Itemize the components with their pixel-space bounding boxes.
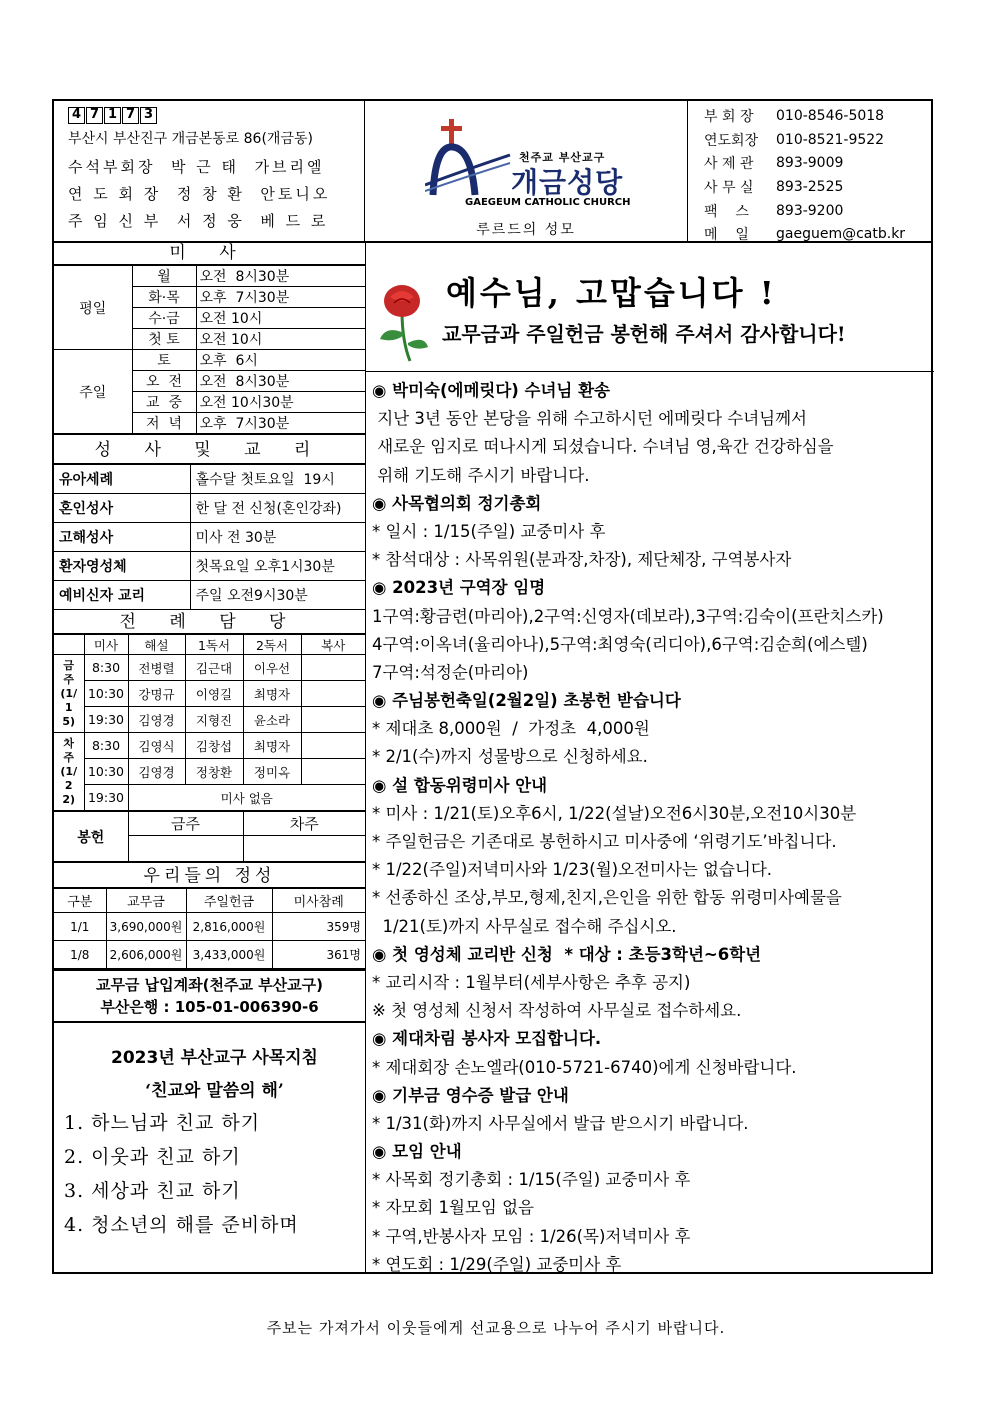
attendance-cell: 359명 — [272, 913, 365, 941]
contact-key: 연도회장 — [704, 132, 759, 149]
account-line: 부산은행 : 105-01-006390-6 — [100, 998, 319, 1016]
news-line: * 미사 : 1/21(토)오후6시, 1/22(설날)오전6시30분,오전10시30분 — [372, 803, 857, 823]
logo-name: 개금성당 — [511, 166, 624, 199]
mass-time: 오전 8시30분 — [196, 266, 365, 287]
address: 부산시 부산진구 개금본동로 86(개금동) — [68, 131, 313, 147]
offering-next-week: 차주 — [243, 812, 365, 836]
staff-role: 수석부회장 — [68, 158, 156, 176]
reader-1: 지형진 — [185, 707, 243, 733]
policy-item: 4. 청소년의 해를 준비하며 — [64, 1214, 299, 1236]
account-info — [54, 969, 365, 1023]
policy-item: 2. 이웃과 친교 하기 — [64, 1146, 241, 1168]
news-line: * 주일헌금은 기존대로 봉헌하시고 미사중에 ‘위령기도’바칩니다. — [372, 832, 837, 851]
header-info — [54, 101, 365, 243]
mass-time: 8:30 — [84, 655, 128, 681]
account-line: 교무금 납입계좌(천주교 부산교구) — [95, 976, 324, 994]
table-row — [54, 655, 365, 681]
table-row — [54, 552, 365, 581]
bulletin-frame — [52, 99, 933, 1274]
news-line: * 제대초 8,000원 / 가정초 4,000원 — [372, 719, 650, 739]
news-line: * 1/31(화)까지 사무실에서 발급 받으시기 바랍니다. — [372, 1113, 749, 1133]
contact-value: 893-9009 — [776, 155, 844, 172]
amount-cell: 3,433,000원 — [186, 941, 272, 969]
policy-item: 3. 세상과 친교 하기 — [64, 1180, 241, 1202]
sacrament-name: 유아세례 — [54, 465, 190, 494]
mass-time: 오전 8시30분 — [196, 371, 365, 392]
staff-baptism: 가브리엘 — [254, 158, 325, 176]
contact-key: 메 일 — [704, 227, 749, 244]
rose-icon — [372, 281, 432, 363]
column-header: 교무금 — [106, 889, 186, 913]
column-header: 복사 — [301, 635, 365, 655]
news-line: * 사목회 정기총회 : 1/15(주일) 교중미사 후 — [372, 1170, 691, 1190]
commentator: 김영식 — [128, 733, 185, 759]
server — [301, 707, 365, 733]
amount-cell: 2,816,000원 — [186, 913, 272, 941]
table-row — [54, 812, 365, 836]
news-line: * 구역,반봉사자 모임 : 1/26(목)저녁미사 후 — [372, 1226, 691, 1246]
news-line: 4구역:이옥녀(율리아나),5구역:최영숙(리디아),6구역:김순희(에스텔) — [372, 634, 868, 654]
contact-key: 부 회 장 — [704, 108, 754, 125]
pastoral-policy — [54, 1023, 365, 1237]
sacraments-title: 성 사 및 교 리 — [54, 434, 365, 464]
this-week-label: 금주(1/15) — [54, 655, 84, 733]
zip-digit: 1 — [104, 107, 121, 124]
weekday-label: 평일 — [54, 266, 132, 350]
contact-row — [704, 104, 933, 128]
news-heading: ◉ 기부금 영수증 발급 안내 — [372, 1085, 569, 1105]
contact-key: 사 제 관 — [704, 156, 754, 173]
reader-2: 최명자 — [243, 733, 301, 759]
mass-day: 저 녁 — [132, 413, 196, 434]
commentator: 김영경 — [128, 759, 185, 785]
table-row — [54, 889, 365, 913]
date-cell: 1/8 — [54, 941, 106, 969]
mass-day: 첫 토 — [132, 329, 196, 350]
reader-1: 김근대 — [185, 655, 243, 681]
table-row — [54, 581, 365, 610]
reader-1: 이영길 — [185, 681, 243, 707]
news-line: * 2/1(수)까지 성물방으로 신청하세요. — [372, 747, 648, 767]
news-line: 1/21(토)까지 사무실로 접수해 주십시오. — [372, 916, 677, 936]
table-row — [54, 681, 365, 707]
offering-label: 봉헌 — [54, 812, 128, 862]
mass-time: 10:30 — [84, 681, 128, 707]
commentator: 전병렬 — [128, 655, 185, 681]
contact-value: 893-2525 — [776, 178, 844, 195]
news-line: 새로운 임지로 떠나시게 되셨습니다. 수녀님 영,육간 건강하심을 — [372, 437, 834, 457]
news-line: * 1/22(주일)저녁미사와 1/23(월)오전미사는 없습니다. — [372, 860, 773, 880]
news-line: * 연도회 : 1/29(주일) 교중미사 후 — [372, 1254, 622, 1274]
news-heading: ◉ 2023년 구역장 임명 — [372, 578, 546, 598]
news-column — [365, 243, 933, 1274]
liturgy-title: 전 례 담 당 — [54, 610, 365, 634]
reader-2: 최명자 — [243, 681, 301, 707]
zip-digit: 7 — [122, 107, 139, 124]
mass-time: 오후 6시 — [196, 350, 365, 371]
zip-digit: 7 — [86, 107, 103, 124]
mass-time: 오전 10시30분 — [196, 392, 365, 413]
commentator: 김영경 — [128, 707, 185, 733]
news-heading: ◉ 사목협의회 정기총회 — [372, 493, 542, 513]
mass-time: 19:30 — [84, 707, 128, 733]
column-header: 주일헌금 — [186, 889, 272, 913]
column-header: 2독서 — [243, 635, 301, 655]
sacrament-info: 주일 오전9시30분 — [190, 581, 365, 610]
table-row — [54, 785, 365, 811]
reader-2: 이우선 — [243, 655, 301, 681]
mass-time: 10:30 — [84, 759, 128, 785]
news-line: 7구역:석정순(마리아) — [372, 662, 529, 682]
mass-table — [54, 265, 365, 434]
server — [301, 733, 365, 759]
no-mass-note: 미사 없음 — [128, 785, 365, 811]
table-row — [54, 635, 365, 655]
offering-table — [54, 811, 365, 862]
news-heading: ◉ 박미숙(에메릿다) 수녀님 환송 — [372, 381, 610, 400]
commentator: 강명규 — [128, 681, 185, 707]
reader-1: 정창환 — [185, 759, 243, 785]
staff-row — [68, 210, 364, 231]
main-subtitle: 교무금과 주일헌금 봉헌해 주셔서 감사합니다! — [442, 322, 846, 346]
contact-row — [704, 175, 933, 199]
table-row — [54, 350, 365, 371]
cross-logo-icon — [425, 115, 515, 205]
news-heading: ◉ 설 합동위령미사 안내 — [372, 775, 548, 795]
mass-day: 월 — [132, 266, 196, 287]
date-cell: 1/1 — [54, 913, 106, 941]
amount-cell: 2,606,000원 — [106, 941, 186, 969]
liturgy-table — [54, 634, 365, 811]
offering-cell — [243, 836, 365, 862]
contact-row — [704, 199, 933, 223]
server — [301, 655, 365, 681]
contact-value: 010-8521-9522 — [776, 131, 885, 148]
table-row — [54, 941, 365, 969]
contact-row — [704, 128, 933, 152]
table-row — [54, 913, 365, 941]
main-title: 예수님, 고맙습니다 ! — [446, 274, 777, 312]
staff-row — [68, 183, 364, 204]
news-line: * 제대회장 손노엘라(010-5721-6740)에게 신청바랍니다. — [372, 1057, 797, 1077]
policy-item: 1. 하느님과 친교 하기 — [64, 1112, 261, 1134]
corner-cell — [54, 635, 84, 655]
staff-list — [68, 156, 364, 231]
mass-time: 오후 7시30분 — [196, 413, 365, 434]
mass-time: 오전 10시 — [196, 329, 365, 350]
logo-english: GAEGEUM CATHOLIC CHURCH — [465, 197, 631, 208]
sacrament-name: 환자영성체 — [54, 552, 190, 581]
next-week-label: 차주(1/22) — [54, 733, 84, 811]
left-column — [54, 243, 365, 1237]
donations-title: 우리들의 정성 — [54, 862, 365, 888]
news-lines — [372, 377, 932, 1279]
column-header: 구분 — [54, 889, 106, 913]
sacrament-info: 한 달 전 신청(혼인강좌) — [190, 494, 365, 523]
mass-time: 19:30 — [84, 785, 128, 811]
church-logo — [365, 101, 688, 243]
news-line: 위해 기도해 주시기 바랍니다. — [372, 465, 590, 485]
contact-key: 사 무 실 — [704, 179, 754, 196]
footer-note: 주보는 가져가서 이웃들에게 선교용으로 나누어 주시기 바랍니다. — [266, 1319, 726, 1337]
news-line: 지난 3년 동안 본당을 위해 수고하시던 에메릿다 수녀님께서 — [372, 409, 807, 429]
server — [301, 681, 365, 707]
sunday-label: 주일 — [54, 350, 132, 434]
news-line: * 자모회 1월모임 없음 — [372, 1198, 534, 1218]
reader-2: 윤소라 — [243, 707, 301, 733]
staff-role: 주 임 신 부 — [68, 212, 162, 230]
contact-key: 팩 스 — [704, 203, 749, 220]
staff-role: 연 도 회 장 — [68, 185, 162, 203]
news-heading: ◉ 주님봉헌축일(2월2일) 초봉헌 받습니다 — [372, 691, 681, 711]
column-header: 미사참례 — [272, 889, 365, 913]
sacrament-info: 홀수달 첫토요일 19시 — [190, 465, 365, 494]
news-line: ※ 첫 영성체 신청서 작성하여 사무실로 접수하세요. — [372, 1001, 742, 1021]
staff-name: 박 근 태 — [171, 158, 240, 176]
staff-name: 서 정 웅 — [176, 212, 245, 230]
news-line: * 교리시작 : 1월부터(세부사항은 추후 공지) — [372, 972, 691, 992]
contact-row — [704, 151, 933, 175]
policy-subtitle: ‘친교와 말씀의 해’ — [145, 1081, 284, 1101]
table-row — [54, 707, 365, 733]
zip-digit: 4 — [68, 107, 85, 124]
reader-2: 정미옥 — [243, 759, 301, 785]
mass-day: 오 전 — [132, 371, 196, 392]
lourdes-label: 루르드의 성모 — [476, 222, 576, 238]
contact-value: gaeguem@catb.kr — [776, 226, 906, 243]
mass-day: 교 중 — [132, 392, 196, 413]
contact-value: 893-9200 — [776, 202, 844, 219]
mass-time: 8:30 — [84, 733, 128, 759]
donations-table — [54, 888, 365, 969]
offering-cell — [128, 836, 243, 862]
news-heading: ◉ 제대차림 봉사자 모집합니다. — [372, 1029, 602, 1049]
table-row — [54, 759, 365, 785]
table-row — [54, 523, 365, 552]
zip-digit: 3 — [140, 107, 157, 124]
column-header: 미사 — [84, 635, 128, 655]
news-line: * 참석대상 : 사목위원(분과장,차장), 제단체장, 구역봉사자 — [372, 550, 792, 570]
amount-cell: 3,690,000원 — [106, 913, 186, 941]
sacraments-table — [54, 464, 365, 610]
mass-day: 수·금 — [132, 308, 196, 329]
table-row — [54, 494, 365, 523]
divider — [366, 371, 934, 372]
contact-list — [688, 101, 933, 243]
policy-title: 2023년 부산교구 사목지침 — [111, 1048, 318, 1068]
offering-this-week: 금주 — [128, 812, 243, 836]
table-row — [54, 733, 365, 759]
zip-code — [68, 107, 364, 124]
staff-baptism: 안토니오 — [260, 185, 331, 203]
news-line: 1구역:황금련(마리아),2구역:신영자(데보라),3구역:김숙이(프란치스카) — [372, 606, 884, 626]
table-row — [54, 266, 365, 287]
staff-baptism: 베 드 로 — [260, 212, 329, 230]
contact-value: 010-8546-5018 — [776, 107, 885, 124]
column-header: 1독서 — [185, 635, 243, 655]
news-line: * 일시 : 1/15(주일) 교중미사 후 — [372, 521, 606, 541]
server — [301, 759, 365, 785]
mass-title: 미 사 — [54, 243, 365, 265]
mass-day: 토 — [132, 350, 196, 371]
column-header: 해설 — [128, 635, 185, 655]
mass-time: 오전 10시 — [196, 308, 365, 329]
sacrament-info: 미사 전 30분 — [190, 523, 365, 552]
news-heading: ◉ 모임 안내 — [372, 1142, 462, 1162]
sacrament-name: 예비신자 교리 — [54, 581, 190, 610]
news-heading: ◉ 첫 영성체 교리반 신청 * 대상 : 초등3학년~6학년 — [372, 944, 762, 964]
mass-day: 화·목 — [132, 287, 196, 308]
news-line: * 선종하신 조상,부모,형제,친지,은인을 위한 합동 위령미사예물을 — [372, 888, 842, 908]
staff-row — [68, 156, 364, 177]
staff-name: 정 창 환 — [176, 185, 245, 203]
table-row — [54, 465, 365, 494]
sacrament-info: 첫목요일 오후1시30분 — [190, 552, 365, 581]
sacrament-name: 혼인성사 — [54, 494, 190, 523]
sacrament-name: 고해성사 — [54, 523, 190, 552]
reader-1: 김창섭 — [185, 733, 243, 759]
logo-subtitle: 천주교 부산교구 — [519, 151, 606, 164]
mass-time: 오후 7시30분 — [196, 287, 365, 308]
attendance-cell: 361명 — [272, 941, 365, 969]
